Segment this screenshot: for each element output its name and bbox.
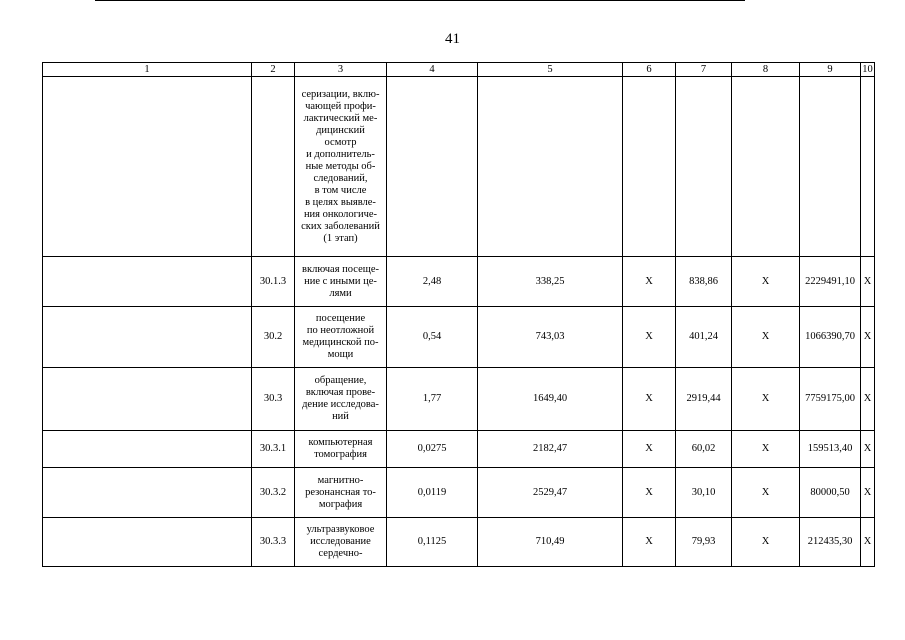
cell-col4: 0,0275 xyxy=(387,431,478,468)
cell-col7: 79,93 xyxy=(676,518,732,567)
cell-code: 30.3.2 xyxy=(252,468,295,518)
cell-col1 xyxy=(43,518,252,567)
column-header-8: 8 xyxy=(732,63,800,77)
cell-col10: Х xyxy=(861,518,875,567)
cell-col9: 80000,50 xyxy=(800,468,861,518)
cell-col10: Х xyxy=(861,368,875,431)
cell-col6: Х xyxy=(623,431,676,468)
cell-col9: 1066390,70 xyxy=(800,307,861,368)
cell-col8: Х xyxy=(732,518,800,567)
cell-col9: 159513,40 xyxy=(800,431,861,468)
cell-col9: 7759175,00 xyxy=(800,368,861,431)
table-row xyxy=(43,468,875,518)
cell-col8: Х xyxy=(732,368,800,431)
cell-col8: Х xyxy=(732,468,800,518)
cell-col7: 2919,44 xyxy=(676,368,732,431)
cell-description: ультразвуковое исследование сердечно- xyxy=(295,518,387,567)
cell-col7: 401,24 xyxy=(676,307,732,368)
table-row xyxy=(43,257,875,307)
cell-description: обращение, включая прове- дение исследова- ний xyxy=(295,368,387,431)
cell-col6: Х xyxy=(623,257,676,307)
cell-col10: Х xyxy=(861,307,875,368)
cell-description: посещение по неотложной медицинской по- мощи xyxy=(295,307,387,368)
table-row xyxy=(43,307,875,368)
cell-col5: 2529,47 xyxy=(478,468,623,518)
cell-col1 xyxy=(43,468,252,518)
cell-col5: 338,25 xyxy=(478,257,623,307)
cell-code: 30.1.3 xyxy=(252,257,295,307)
cell-col1 xyxy=(43,368,252,431)
column-header-2: 2 xyxy=(252,63,295,77)
table-row xyxy=(43,368,875,431)
cell-col7: 60,02 xyxy=(676,431,732,468)
cell-description: магнитно- резонансная то- мография xyxy=(295,468,387,518)
column-header-1: 1 xyxy=(43,63,252,77)
cell-col6: Х xyxy=(623,468,676,518)
table-row xyxy=(43,431,875,468)
column-header-3: 3 xyxy=(295,63,387,77)
table-row xyxy=(43,518,875,567)
cell-col1 xyxy=(43,431,252,468)
cell-col6: Х xyxy=(623,368,676,431)
cell-col10: Х xyxy=(861,257,875,307)
column-header-10: 10 xyxy=(862,63,873,75)
cell-col5: 710,49 xyxy=(478,518,623,567)
cell-col9: 2229491,10 xyxy=(800,257,861,307)
page-number: 41 xyxy=(445,31,460,47)
cell-col6: Х xyxy=(623,307,676,368)
cell-col7: 838,86 xyxy=(676,257,732,307)
cell-col1 xyxy=(43,257,252,307)
column-header-6: 6 xyxy=(623,63,676,77)
cell-col4: 0,54 xyxy=(387,307,478,368)
cell-col10: Х xyxy=(861,468,875,518)
cell-col8: Х xyxy=(732,431,800,468)
cell-col4: 2,48 xyxy=(387,257,478,307)
column-header-9: 9 xyxy=(800,63,861,77)
cell-description: компьютерная томография xyxy=(295,431,387,468)
table-row xyxy=(43,77,875,257)
cell-col1 xyxy=(43,77,252,257)
cell-col4: 0,0119 xyxy=(387,468,478,518)
cell-description: серизации, вклю- чающей профи- лактический ме- дицинский осмотр и дополнитель- ные методы об- следований, в том числе в целях выявле- ния онкологиче- ских заболеваний (1 этап) xyxy=(295,77,387,257)
cell-col1 xyxy=(43,307,252,368)
cell-col8: Х xyxy=(732,257,800,307)
cell-col5: 2182,47 xyxy=(478,431,623,468)
cell-col9: 212435,30 xyxy=(800,518,861,567)
column-header-7: 7 xyxy=(676,63,732,77)
header-row xyxy=(43,63,875,77)
cell-code xyxy=(252,77,295,257)
cell-col5: 743,03 xyxy=(478,307,623,368)
cell-code: 30.3.1 xyxy=(252,431,295,468)
cell-col7: 30,10 xyxy=(676,468,732,518)
cell-col4: 1,77 xyxy=(387,368,478,431)
cell-code: 30.3.3 xyxy=(252,518,295,567)
column-header-5: 5 xyxy=(478,63,623,77)
cell-col8: Х xyxy=(732,307,800,368)
cell-col5: 1649,40 xyxy=(478,368,623,431)
cell-col6: Х xyxy=(623,518,676,567)
data-table xyxy=(42,62,875,567)
cell-col10: Х xyxy=(861,431,875,468)
cell-col4: 0,1125 xyxy=(387,518,478,567)
column-header-4: 4 xyxy=(387,63,478,77)
cell-code: 30.2 xyxy=(252,307,295,368)
top-rule xyxy=(95,0,745,1)
cell-code: 30.3 xyxy=(252,368,295,431)
cell-description: включая посеще- ние с иными це- лями xyxy=(295,257,387,307)
